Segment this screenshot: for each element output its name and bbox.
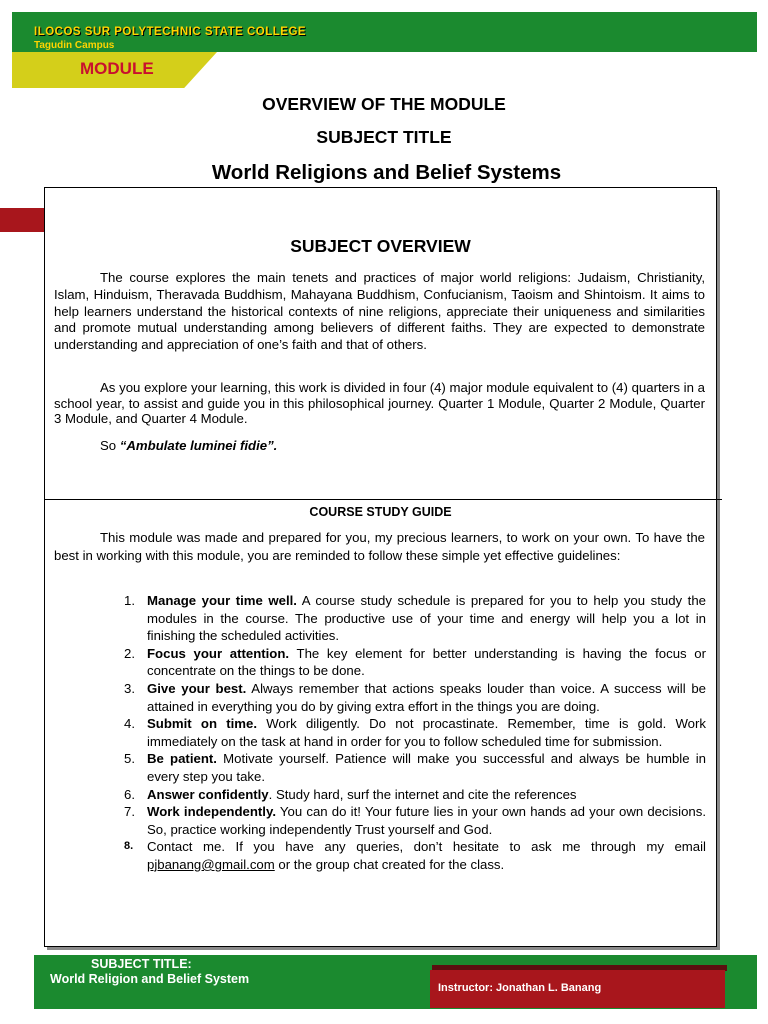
subject-title: World Religions and Belief Systems [211,161,562,184]
email-link[interactable]: pjbanang@gmail.com [147,856,275,872]
guideline-text: A course study schedule is prepared for you to help you study the modules in the course. The productive use of your time and energy will help you a lot in finishing the scheduled activities. [147,593,706,644]
list-number: 8. [124,840,134,853]
footer-subject-label: SUBJECT TITLE: [91,957,192,971]
list-item [120,645,706,680]
guidelines-list [120,592,706,874]
overview-paragraph-1: The course explores the main tenets and practices of major world religions: Judaism, Christianity, Islam, Hinduism, Theravada Buddhism, Mahayana Buddhism, Confucianism, Taoism and Shintoism. It aims to help learners understand the historical contexts of nine religions, appreciate their uniqueness and similarities and promote mutual understanding among believers of different faiths. They are expected to demonstrate understanding and appreciation of one’s faith and that of others. [54,270,705,353]
overview-paragraph-2: As you explore your learning, this work is divided in four (4) major module equivalent to (4) quarters in a school year, to assist and guide you in this philosophical journey. Quarter 1 Module, Quarter 2 Module, Quarter 3 Module, and Quarter 4 Module. [54,380,705,426]
guideline-text: You can do it! Your future lies in your own hands ad your own decisions. So, practice working independently Trust yourself and God. [147,804,706,837]
list-number: 4. [124,716,135,732]
guideline-tail: or the group chat created for the class. [274,856,505,872]
list-number: 2. [124,645,135,661]
list-item [120,803,706,838]
instructor-name: Instructor: Jonathan L. Banang [438,982,602,994]
subject-title-label: SUBJECT TITLE [316,127,452,147]
guideline-head: Be patient. [147,751,217,767]
guideline-head: Answer confidently [147,786,269,802]
college-name: ILOCOS SUR POLYTECHNIC STATE COLLEGE [34,26,307,38]
campus-name: Tagudin Campus [34,40,115,51]
list-number: 7. [124,804,135,820]
guide-intro: This module was made and prepared for you, my precious learners, to work on your own. To have the best in working with this module, you are reminded to follow these simple yet effective guidelines: [54,530,705,563]
left-red-tab [0,208,46,232]
list-item [120,592,706,645]
guideline-text: The key element for better understanding is having the focus or concentrate on the things to be done. [147,645,707,679]
list-item [120,715,706,750]
guideline-head: Work independently. [147,804,276,820]
list-item [120,680,706,715]
course-study-guide-heading: COURSE STUDY GUIDE [309,505,452,519]
module-label: MODULE [80,59,154,78]
overview-paragraph-3 [54,438,705,455]
subject-overview-heading: SUBJECT OVERVIEW [290,236,471,256]
list-item [120,838,706,873]
motto-prefix: So [100,438,120,453]
list-item [120,750,706,785]
guideline-text: Always remember that actions speaks louder than voice. A success will be attained in everything you do by giving extra effort in the things you are doing. [147,680,706,714]
list-number: 6. [124,786,135,802]
footer-subject: World Religion and Belief System [50,972,250,986]
section-divider [44,499,722,500]
motto: “Ambulate luminei fidie”. [119,438,278,453]
guideline-text: . Study hard, surf the internet and cite the references [268,786,577,802]
guideline-head: Manage your time well. [147,593,297,608]
overview-title: OVERVIEW OF THE MODULE [262,94,506,114]
guideline-text: Contact me. If you have any queries, don’t hesitate to ask me through my email [147,839,706,855]
guideline-text: Work diligently. Do not procastinate. Remember, time is gold. Work immediately on the task at hand in order for you to follow scheduled time for submission. [147,716,706,749]
list-number: 5. [124,751,135,767]
guideline-head: Give your best. [147,680,247,696]
guideline-text: Motivate yourself. Patience will make you successful and always be humble in every step you take. [147,751,706,784]
list-number: 1. [124,593,135,608]
guideline-head: Focus your attention. [147,645,290,661]
list-number: 3. [124,680,135,696]
list-item [120,786,706,804]
guideline-head: Submit on time. [147,716,257,732]
